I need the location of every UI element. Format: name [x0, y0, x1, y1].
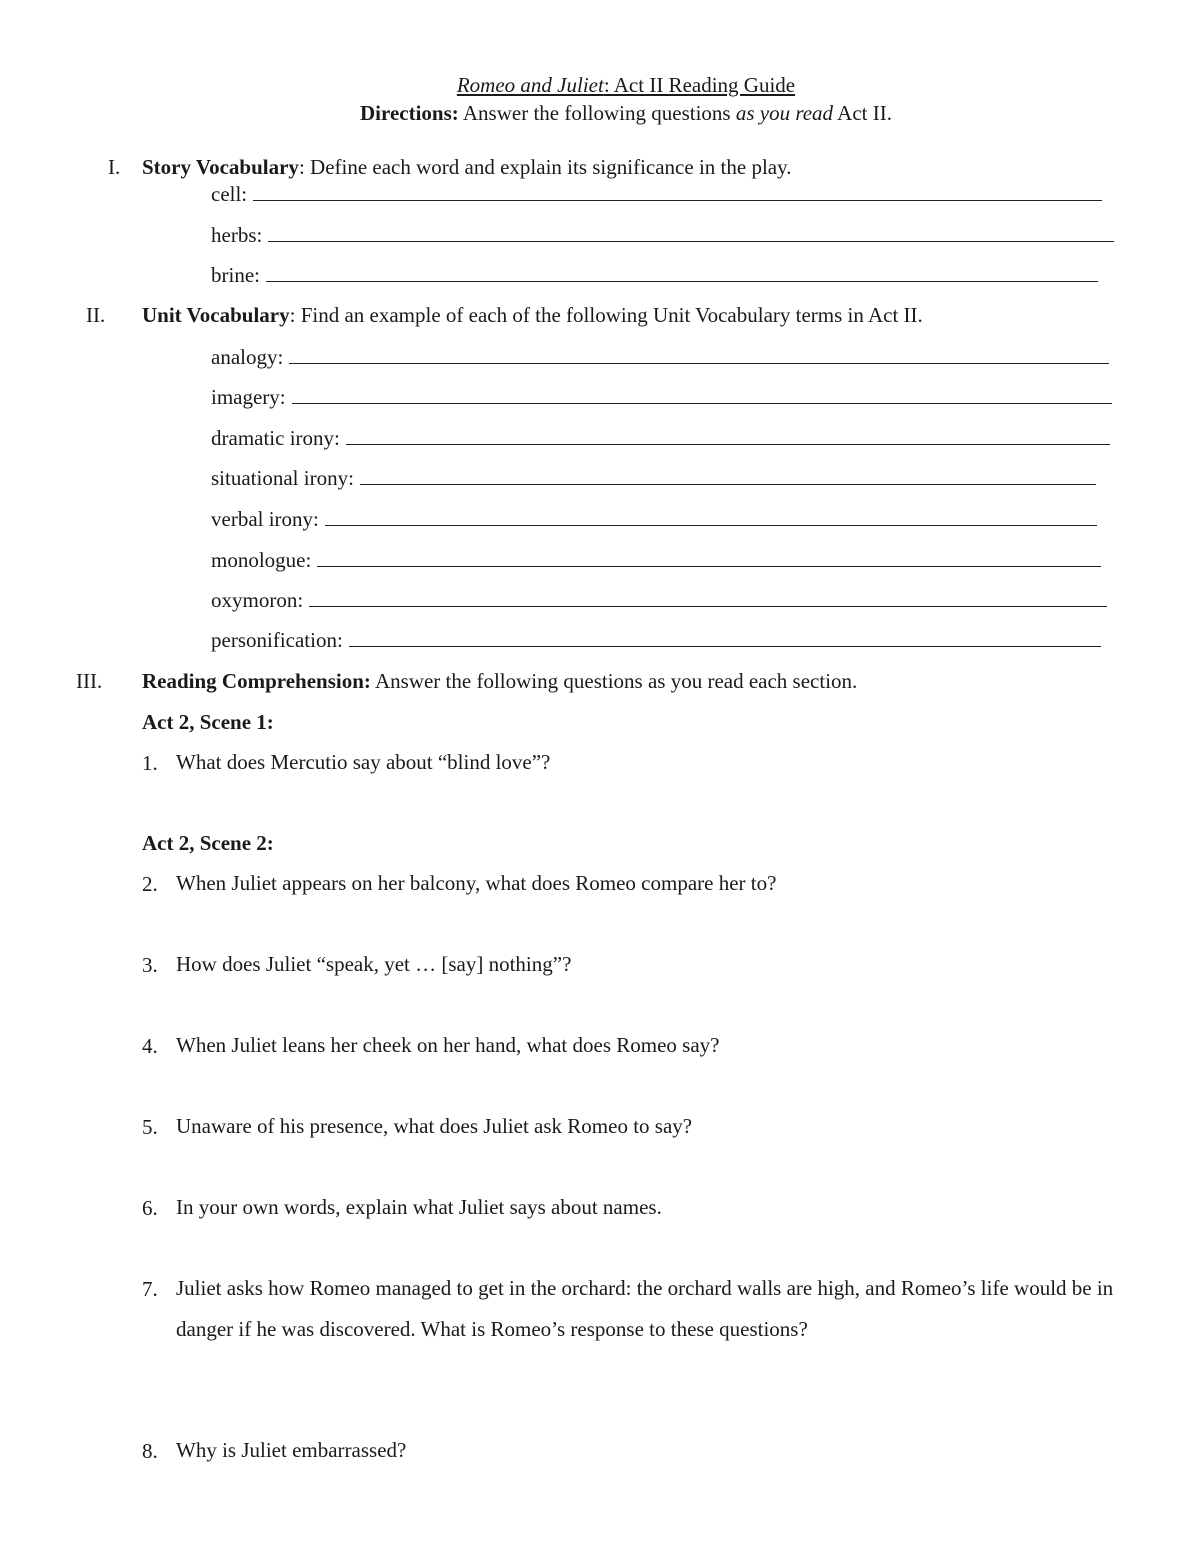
vocab-item-herbs: [211, 222, 1114, 248]
question-text: When Juliet leans her cheek on her hand, what does Romeo say?: [176, 1033, 720, 1057]
scene-heading-1: [142, 709, 274, 735]
directions-text: Answer the following questions: [458, 101, 736, 125]
term-label: cell:: [211, 182, 248, 206]
vocab-item-personification: [211, 627, 1101, 653]
vocab-item-imagery: [211, 384, 1112, 410]
question-number: 6.: [142, 1196, 158, 1220]
question-text: Why is Juliet embarrassed?: [176, 1438, 407, 1462]
question-text: In your own words, explain what Juliet says about names.: [176, 1195, 662, 1219]
directions-italic: as you read: [735, 101, 834, 125]
vocab-item-verbal-irony: [211, 506, 1097, 532]
vocab-item-analogy: [211, 344, 1109, 370]
story-vocabulary-instruction: : Define each word and explain its significance in the play.: [298, 155, 792, 179]
scene-heading-2: [142, 830, 274, 856]
answer-blank[interactable]: [253, 182, 1102, 201]
question-text: Juliet asks how Romeo managed to get in the orchard: the orchard walls are high, and Romeo’s life would be in danger if he was discovered. What is Romeo’s response to these questions?: [176, 1276, 1114, 1341]
story-vocabulary-heading: Story Vocabulary: [142, 155, 299, 179]
term-label: verbal irony:: [211, 507, 319, 531]
title-rest: : Act II Reading Guide: [603, 73, 796, 97]
answer-blank[interactable]: [346, 426, 1110, 445]
question-number: 1.: [142, 751, 158, 775]
term-label: herbs:: [211, 223, 263, 247]
answer-blank[interactable]: [292, 385, 1112, 404]
term-label: imagery:: [211, 385, 286, 409]
term-label: brine:: [211, 263, 260, 287]
answer-blank[interactable]: [268, 223, 1114, 242]
question-number: 3.: [142, 953, 158, 977]
question-text: When Juliet appears on her balcony, what does Romeo compare her to?: [176, 871, 777, 895]
question-number: 7.: [142, 1277, 158, 1301]
answer-blank[interactable]: [317, 548, 1101, 567]
question-text: How does Juliet “speak, yet … [say] nothing”?: [176, 952, 572, 976]
question-number: 2.: [142, 872, 158, 896]
term-label: situational irony:: [211, 466, 354, 490]
directions-label: Directions:: [360, 101, 459, 125]
question-number: 5.: [142, 1115, 158, 1139]
term-label: monologue:: [211, 548, 312, 572]
section-numeral-i: I.: [108, 155, 121, 179]
vocab-item-cell: [211, 181, 1102, 207]
scene-1-label: Act 2, Scene 1:: [142, 710, 274, 734]
section-numeral-iii: III.: [76, 669, 103, 693]
term-label: personification:: [211, 628, 343, 652]
question-number: 4.: [142, 1034, 158, 1058]
vocab-item-brine: [211, 262, 1098, 288]
unit-vocabulary-instruction: : Find an example of each of the following Unit Vocabulary terms in Act II.: [289, 303, 923, 327]
section-heading-story-vocabulary: [142, 154, 791, 180]
directions: [0, 100, 1200, 126]
directions-text-end: Act II.: [833, 101, 892, 125]
page-title: [0, 72, 1200, 98]
title-work: Romeo and Juliet: [456, 73, 604, 97]
answer-blank[interactable]: [266, 263, 1098, 282]
section-heading-unit-vocabulary: [142, 302, 923, 328]
vocab-item-situational-irony: [211, 465, 1096, 491]
section-numeral-ii: II.: [86, 303, 106, 327]
answer-blank[interactable]: [325, 507, 1097, 526]
reading-comprehension-heading: Reading Comprehension:: [142, 669, 371, 693]
vocab-item-oxymoron: [211, 587, 1107, 613]
unit-vocabulary-heading: Unit Vocabulary: [142, 303, 290, 327]
term-label: oxymoron:: [211, 588, 304, 612]
answer-blank[interactable]: [349, 628, 1101, 647]
term-label: dramatic irony:: [211, 426, 340, 450]
question-text: Unaware of his presence, what does Juliet ask Romeo to say?: [176, 1114, 693, 1138]
section-heading-reading-comprehension: [142, 668, 857, 694]
question-number: 8.: [142, 1439, 158, 1463]
answer-blank[interactable]: [360, 466, 1096, 485]
vocab-item-dramatic-irony: [211, 425, 1110, 451]
vocab-item-monologue: [211, 547, 1101, 573]
answer-blank[interactable]: [289, 345, 1109, 364]
answer-blank[interactable]: [309, 588, 1107, 607]
term-label: analogy:: [211, 345, 284, 369]
scene-2-label: Act 2, Scene 2:: [142, 831, 274, 855]
question-text: What does Mercutio say about “blind love”?: [176, 750, 551, 774]
reading-comprehension-instruction: Answer the following questions as you read each section.: [370, 669, 858, 693]
